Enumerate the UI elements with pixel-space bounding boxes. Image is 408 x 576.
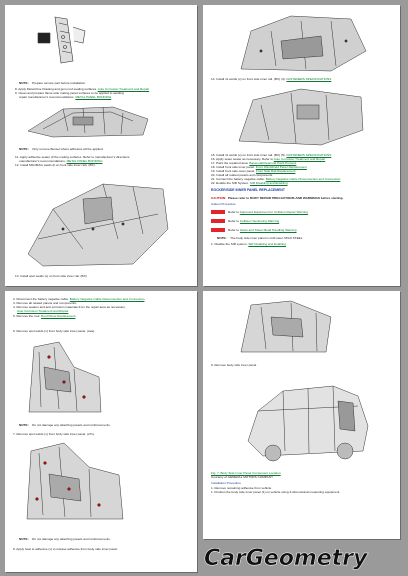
manual-page-3: [5, 291, 197, 572]
logo-text: CarGeometry: [204, 546, 368, 571]
step-13: 13. Install spot welds (x) on front side inner rail. (BX): [15, 274, 87, 278]
refer-1-link[interactable]: Approved Equipment for Collision Repair Warning: [239, 210, 308, 214]
manual-page-4: [203, 291, 400, 539]
note-2-label: NOTE:: [19, 537, 29, 541]
step-1: 1. Disable the SIR system.: [211, 242, 248, 246]
callout-label: Callout Procedure: [211, 202, 236, 206]
step-2: 2. Disconnect the battery negative cable.: [13, 297, 69, 301]
illustration-pillar-removal: [231, 297, 341, 357]
step-5: 5. Remove the roof.: [13, 314, 41, 318]
step-9: 9. Clean and prepare flame-side mating panel surfaces to be applied to welding: [15, 91, 124, 95]
illustration-pillar-reinforcement: [33, 13, 89, 65]
step-11-link[interactable]: METAL PANEL BONDING: [66, 159, 103, 163]
section-title: ROCKER/SIDE INNER PANEL REPLACEMENT: [211, 188, 285, 192]
figure-caption-sub: Courtesy of GENERAL MOTORS COMPANY: [211, 475, 274, 479]
step-3: 3. Remove all related panels and components.: [13, 301, 77, 305]
step-21: 21. Connect the battery negative cable.: [211, 177, 265, 181]
step-6: 6. Remove spot welds (x) from body side inner panel. (2ea).: [13, 329, 96, 333]
step-17-link[interactable]: Basecoat/Clearcoat Paint Process: [249, 161, 297, 165]
step-2-link[interactable]: Battery Negative Cable Disconnection and Connection: [69, 297, 145, 301]
step-15: 15. Install 11 welds (x) on front side inner rail. (BX) (5).: [211, 153, 286, 157]
step-1b: 1. Position the body side inner panel (1) on vehicle using 3-dimensional measuring equipment.: [211, 490, 341, 494]
note-1-text: Do not damage any attaching panels and reinforcements.: [32, 423, 111, 427]
step-20: 20. Install all related panels and components.: [211, 173, 274, 177]
illustration-pillar-top: [231, 11, 371, 75]
illustration-pillar-mid: [231, 85, 371, 147]
step-18: 18. Install front side inner panel.: [211, 165, 255, 169]
step-22-link[interactable]: SIR Disabling and Enabling: [249, 181, 288, 185]
step-18-link[interactable]: Front Windshield Panel Replacement: [255, 165, 307, 169]
manual-page-2: [203, 5, 400, 286]
note-2-label: NOTE:: [19, 147, 29, 151]
illustration-body-side-welds-1: [19, 337, 109, 417]
note-label: NOTE:: [217, 236, 227, 240]
refer-2-link[interactable]: Collision Sectioning Warning: [239, 219, 280, 223]
note-text: The body side inner panel is mild steel. MILD STEEL: [230, 236, 303, 240]
step-19-link[interactable]: Front Side Rail Replacement: [255, 169, 296, 173]
step-8-link[interactable]: Auto Corrosion Treatment and Repair: [97, 87, 150, 91]
installation-label: Installation Procedure: [211, 481, 241, 485]
step-22: 22. Enable the SIR System.: [211, 181, 250, 185]
figure-caption-link[interactable]: Fig. 7: Body Side Inner Panel Component Location: [211, 471, 281, 475]
step-9: 9. Remove body side inner panel.: [211, 363, 258, 367]
step-4-link[interactable]: Auto Corrosion Treatment and Repair: [17, 309, 69, 313]
step-9-link[interactable]: METAL PANEL BONDING: [75, 95, 112, 99]
refer-2: Refer to: [228, 219, 240, 223]
caution-label: CAUTION:: [211, 196, 227, 200]
refer-3: Refer to: [228, 228, 240, 232]
step-5-link[interactable]: Roof Panel Replacement: [41, 314, 76, 318]
step-11: 11. Apply adhesive sealer (if the mating surfaces. Refer to manufacturer's directions.: [15, 155, 131, 159]
step-17: 17. Paint the repaired area.: [211, 161, 249, 165]
step-9b: repair manufacturer's recommendations.: [19, 95, 75, 99]
step-16: 16. Apply seam sealer as necessary. Refer to: [211, 157, 274, 161]
note-label: NOTE:: [19, 81, 29, 85]
caution-text: Please refer to BODY REPAIR PRECAUTIONS AND WARNINGS before starting.: [227, 196, 344, 200]
step-19: 19. Install front side outer panel.: [211, 169, 256, 173]
manual-page-1: [5, 5, 197, 286]
cargeometry-logo: [200, 543, 404, 571]
step-16-link[interactable]: Auto Corrosion Treatment and Repair: [273, 157, 326, 161]
step-8: 8. Apply Metal-Fine Drawing and gum roof-sealing surfaces.: [15, 87, 98, 91]
step-1-link[interactable]: SIR Disabling and Enabling: [248, 242, 286, 246]
step-1: 1. Remove remaining adhesive from vehicle.: [211, 486, 273, 490]
step-11b: manufacturer's recommendations.: [19, 159, 66, 163]
step-4: 4. Remove sealers and anti-corrosion materials from the repair area as necessary.: [13, 305, 126, 309]
note-2-text: Only remove Bessel where adhesive will be applied.: [32, 147, 104, 151]
note-text: Prepare service part before installation.: [32, 81, 86, 85]
step-14: 14. Install 11 welds (x) on front side inner rail. (BX) (4).: [211, 77, 286, 81]
warning-icon: [211, 228, 225, 231]
step-14-link[interactable]: FASTENERS SPECIFICATIONS: [286, 77, 332, 81]
illustration-rail-welds: [23, 169, 173, 269]
refer-1: Refer to: [228, 210, 240, 214]
warning-icon: [211, 219, 225, 222]
note-1-label: NOTE:: [19, 423, 29, 427]
note-2-text: Do not damage any attaching panels and reinforcements.: [32, 537, 111, 541]
illustration-body-side-welds-2: [19, 439, 129, 523]
step-12: 12. Install MIG/MAG welds (if on front side inner rail). (BX).: [15, 163, 96, 167]
warning-icon: [211, 210, 225, 213]
step-7: 7. Remove spot welds (x) from body side inner panel. (27x).: [13, 432, 95, 436]
illustration-rail-section-1: [23, 101, 153, 139]
illustration-vehicle-body: [243, 371, 373, 463]
step-21-link[interactable]: Battery Negative Cable Disconnection and Connection: [265, 177, 341, 181]
step-15-link[interactable]: FASTENERS SPECIFICATIONS: [286, 153, 332, 157]
refer-3-link[interactable]: Glass and Sheet Metal Handling Warning: [239, 228, 297, 232]
step-8: 8. Apply heat to adhesive (x) to release adhesive from body side inner panel.: [13, 547, 118, 551]
